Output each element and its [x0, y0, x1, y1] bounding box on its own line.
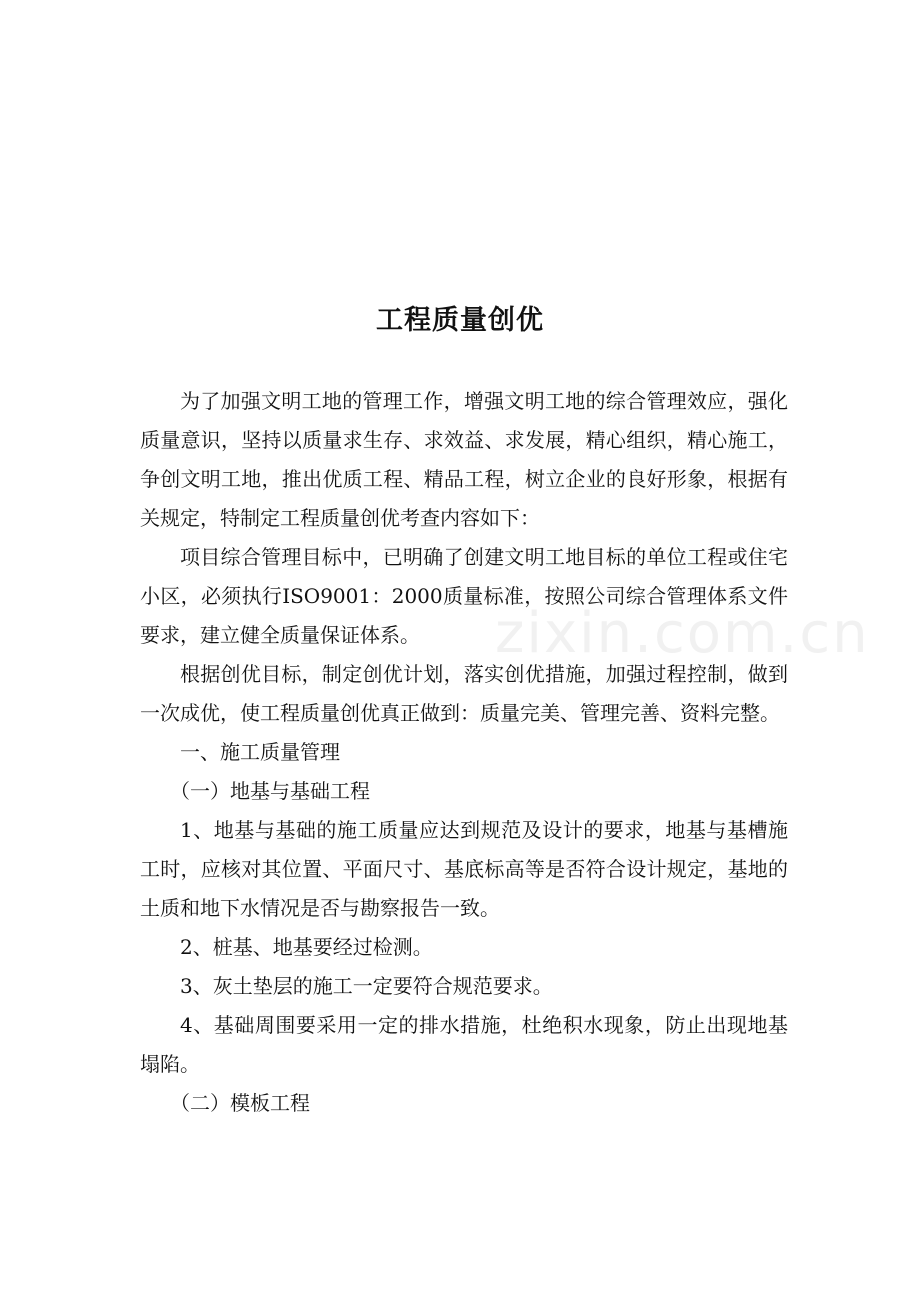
- paragraph-iso-requirement: 项目综合管理目标中，已明确了创建文明工地目标的单位工程或住宅小区，必须执行ISO9001：2000质量标准，按照公司综合管理体系文件要求，建立健全质量保证体系。: [140, 545, 788, 647]
- paragraph-quality-goal: 根据创优目标，制定创优计划，落实创优措施，加强过程控制，做到一次成优，使工程质量创优真正做到：质量完美、管理完善、资料完整。: [140, 662, 788, 725]
- list-item-foundation-4: 4、基础周围要采用一定的排水措施，杜绝积水现象，防止出现地基塌陷。: [140, 1013, 788, 1076]
- list-item-foundation-1: 1、地基与基础的施工质量应达到规范及设计的要求，地基与基槽施工时，应核对其位置、平面尺寸、基底标高等是否符合设计规定，基地的土质和地下水情况是否与勘察报告一致。: [140, 818, 788, 920]
- document-title: 工程质量创优: [376, 305, 544, 336]
- subsection-heading-foundation: （一）地基与基础工程: [170, 779, 370, 803]
- document-body: [140, 382, 788, 1123]
- watermark: zixin.com.cn: [495, 601, 870, 666]
- subsection-heading-formwork: （二）模板工程: [170, 1091, 310, 1115]
- list-item-foundation-3: 3、灰土垫层的施工一定要符合规范要求。: [180, 974, 553, 998]
- section-heading-construction-quality: 一、施工质量管理: [180, 740, 340, 764]
- paragraph-intro: 为了加强文明工地的管理工作，增强文明工地的综合管理效应，强化质量意识，坚持以质量求生存、求效益、求发展，精心组织，精心施工，争创文明工地，推出优质工程、精品工程，树立企业的良好形象，根据有关规定，特制定工程质量创优考查内容如下：: [140, 389, 788, 530]
- list-item-foundation-2: 2、桩基、地基要经过检测。: [180, 935, 433, 959]
